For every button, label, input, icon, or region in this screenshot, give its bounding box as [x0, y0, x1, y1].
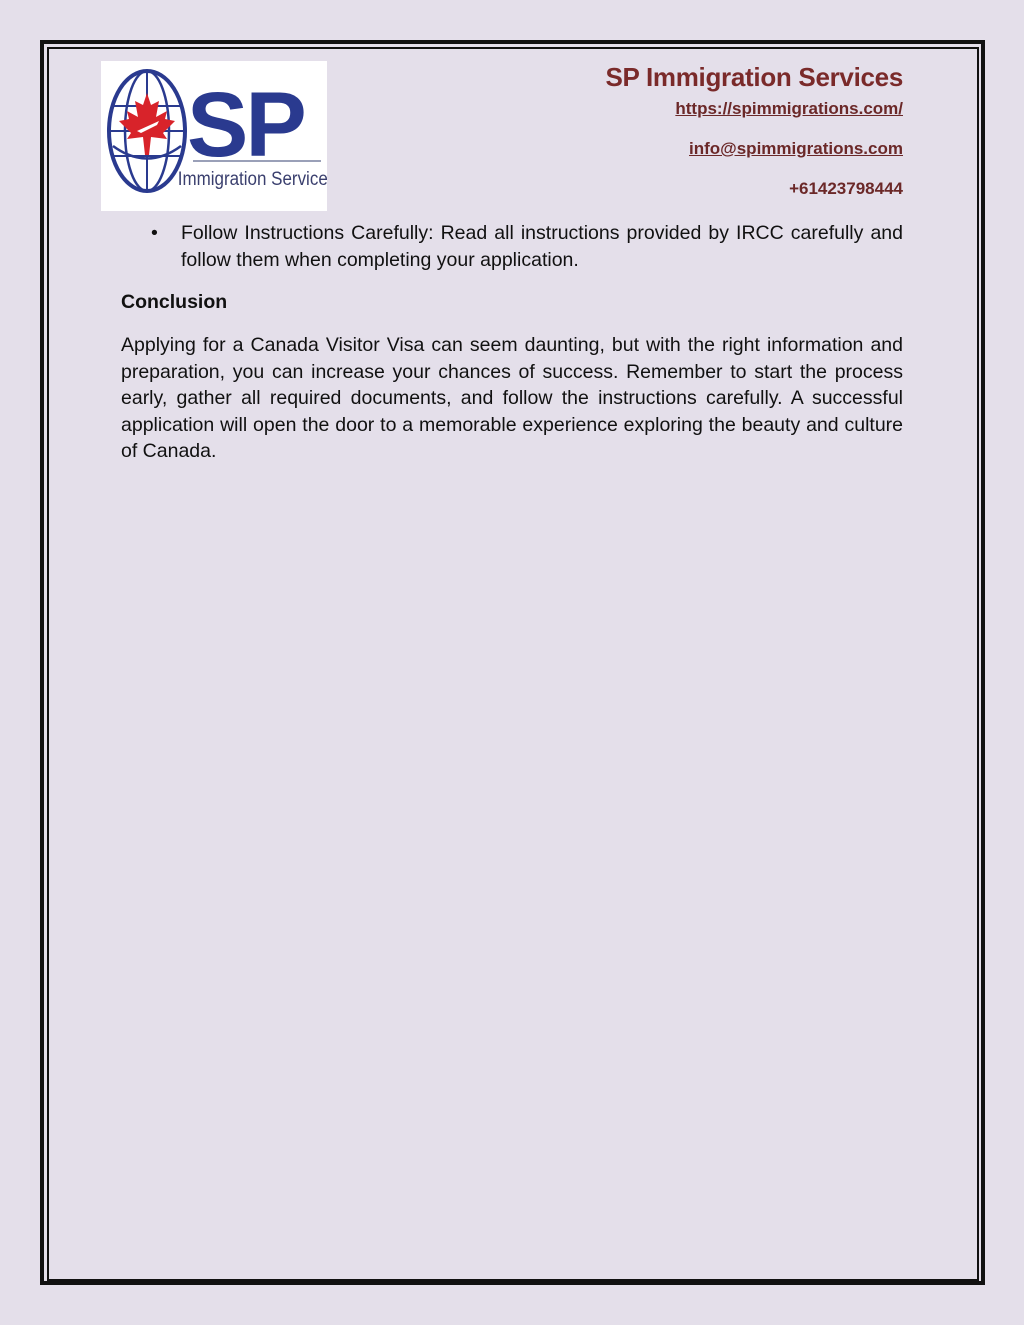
company-logo [101, 61, 327, 211]
list-item-text: Follow Instructions Carefully: Read all instructions provided by IRCC carefully and follow them when completing your application. [181, 222, 903, 271]
logo-letters: SP [187, 74, 304, 176]
bullet-list [121, 220, 903, 273]
conclusion-paragraph: Applying for a Canada Visitor Visa can seem daunting, but with the right information and preparation, you can increase your chances of success. Remember to start the process early, gather all required documents, and follow the instructions carefully. A successful application will open the door to a memorable experience exploring the beauty and culture of Canada. [121, 334, 903, 462]
phone-number: +61423798444 [789, 179, 903, 198]
header-contact [605, 62, 903, 199]
section-heading: Conclusion [121, 291, 228, 313]
document-body [121, 220, 903, 465]
logo-tagline: Immigration Services [177, 167, 327, 190]
logo-graphic [101, 61, 327, 211]
website-link[interactable]: https://spimmigrations.com/ [675, 99, 903, 118]
email-link[interactable]: info@spimmigrations.com [689, 139, 903, 158]
list-item [121, 220, 903, 273]
bullet-icon: • [151, 222, 158, 244]
company-name: SP Immigration Services [605, 62, 903, 92]
